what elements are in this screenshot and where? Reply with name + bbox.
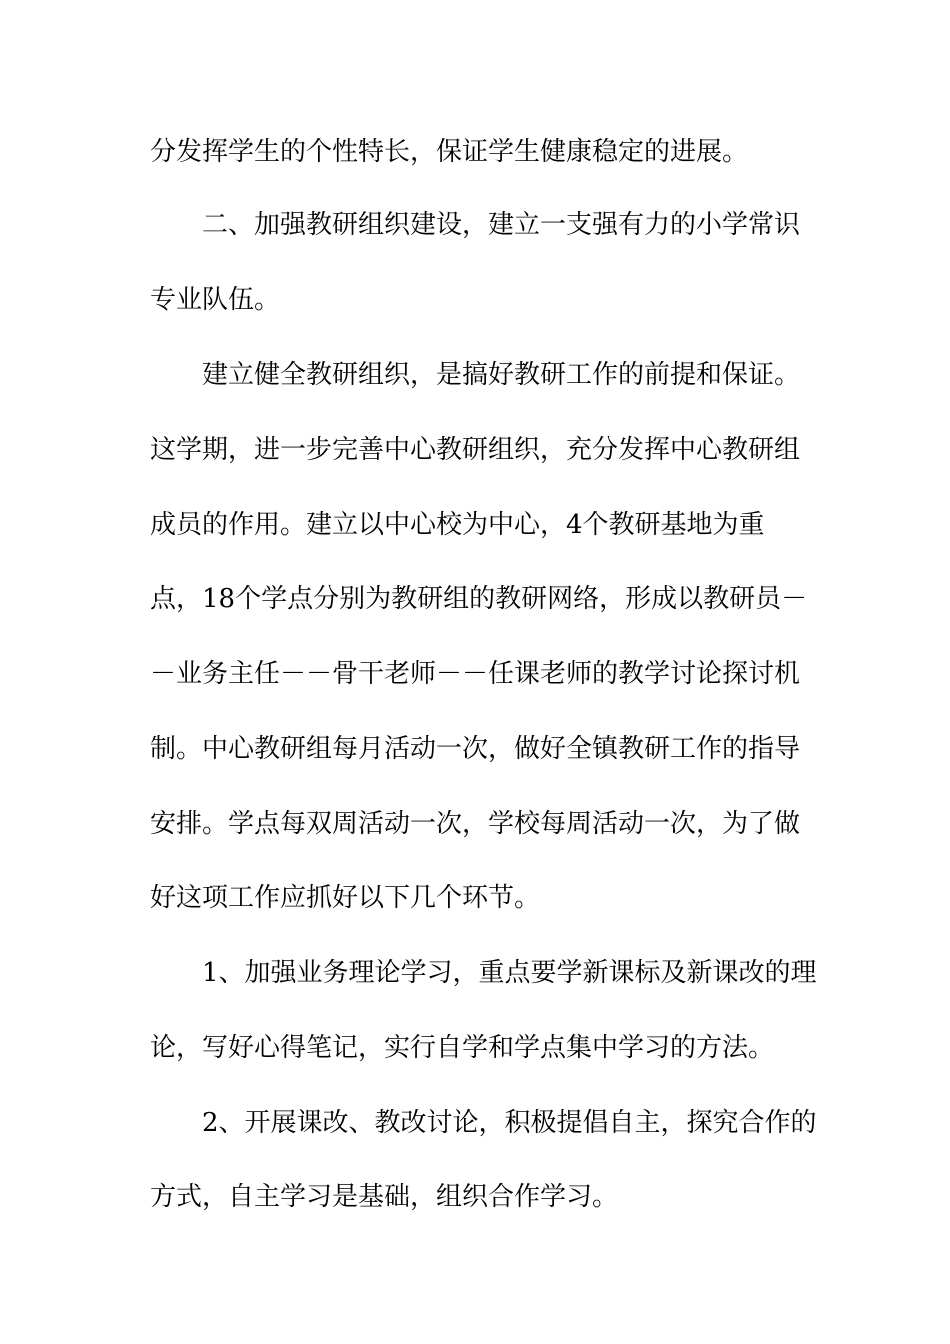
text-line-9: 制。中心教研组每月活动一次，做好全镇教研工作的指导 <box>150 734 801 764</box>
text-line-6: 成员的作用。建立以中心校为中心，4个教研基地为重 <box>150 510 765 540</box>
text-line-11: 好这项工作应抓好以下几个环节。 <box>150 883 541 913</box>
list-item-2-continued: 方式，自主学习是基础，组织合作学习。 <box>150 1182 619 1212</box>
text-line-10: 安排。学点每双周活动一次，学校每周活动一次，为了做 <box>150 809 801 839</box>
text-line-5: 这学期，进一步完善中心教研组织，充分发挥中心教研组 <box>150 435 801 465</box>
text-line-4: 建立健全教研组织，是搞好教研工作的前提和保证。 <box>202 360 801 390</box>
section-heading: 二、加强教研组织建设，建立一支强有力的小学常识 <box>202 210 801 240</box>
text-line-7: 点，18个学点分别为教研组的教研网络，形成以教研员－ <box>150 584 808 614</box>
list-item-1: 1、加强业务理论学习，重点要学新课标及新课改的理 <box>202 958 817 988</box>
text-line-3: 专业队伍。 <box>150 285 281 315</box>
list-item-1-continued: 论，写好心得笔记，实行自学和学点集中学习的方法。 <box>150 1033 775 1063</box>
text-line-8: －业务主任－－骨干老师－－任课老师的教学讨论探讨机 <box>150 659 801 689</box>
text-line-1: 分发挥学生的个性特长，保证学生健康稳定的进展。 <box>150 137 749 167</box>
list-item-2: 2、开展课改、教改讨论，积极提倡自主，探究合作的 <box>202 1108 817 1138</box>
